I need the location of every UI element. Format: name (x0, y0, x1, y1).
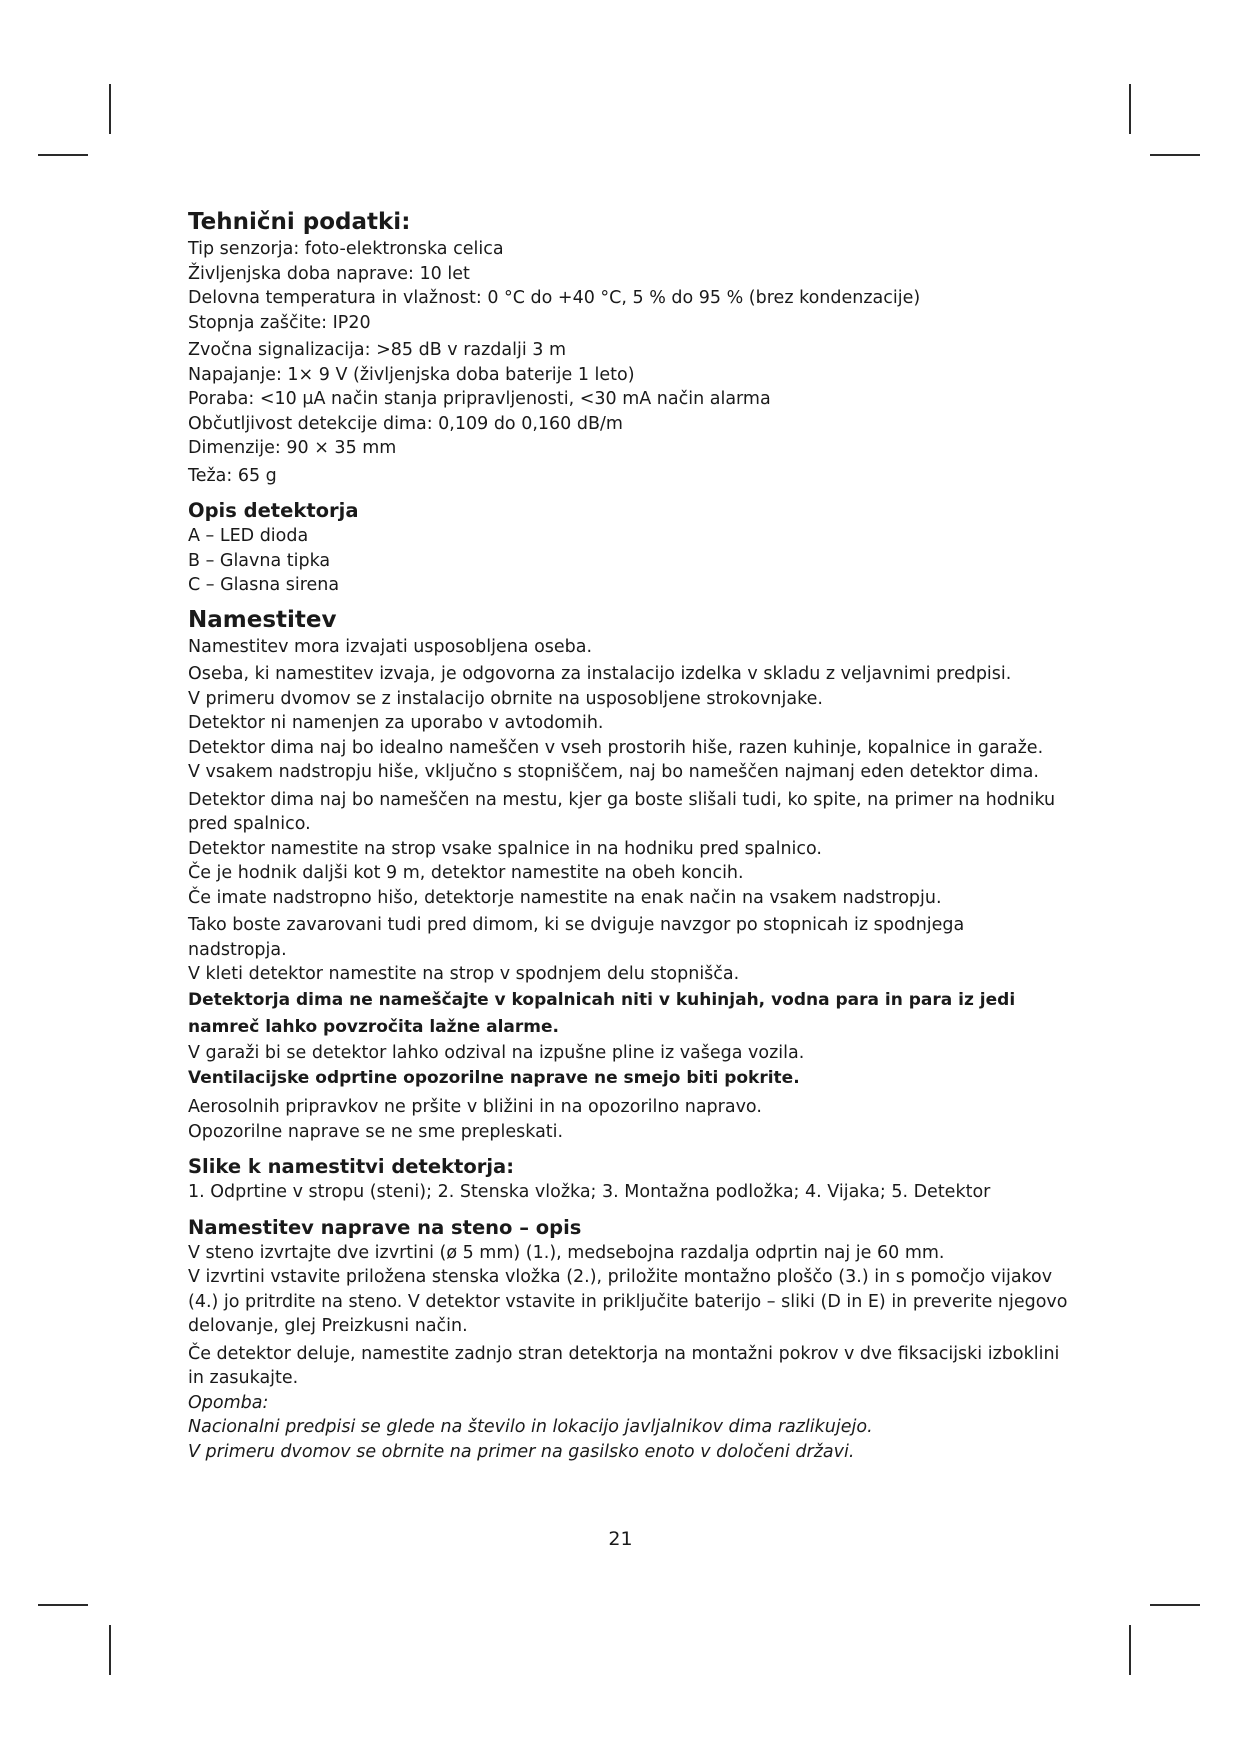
tech-line: Teža: 65 g (188, 465, 277, 486)
installation-line: Detektor dima naj bo idealno nameščen v vseh prostorih hiše, razen kuhinje, kopalnice in garaže. (188, 737, 1044, 758)
pictures-legend: 1. Odprtine v stropu (steni); 2. Stenska vložka; 3. Montažna podložka; 4. Vijaka; 5. Detektor (188, 1182, 991, 1202)
crop-mark-top-left-vertical (109, 84, 111, 134)
wall-installation-heading: Namestitev naprave na steno – opis (188, 1215, 582, 1239)
detector-description-heading: Opis detektorja (188, 499, 359, 522)
installation-pictures-heading: Slike k namestitvi detektorja: (188, 1155, 515, 1178)
installation-line: Opozorilne naprave se ne sme prepleskati. (188, 1121, 564, 1142)
installation-line: Detektor namestite na strop vsake spalnice in na hodniku pred spalnico. (188, 838, 822, 859)
crop-mark-bottom-right-horizontal (1150, 1604, 1200, 1606)
crop-mark-bottom-left-horizontal (38, 1604, 88, 1606)
note-line: Nacionalni predpisi se glede na število in lokacijo javljalnikov dima razlikujejo. (188, 1417, 873, 1437)
tech-line: Stopnja zaščite: IP20 (188, 312, 371, 333)
page-number: 21 (608, 1528, 633, 1550)
installation-warning: Detektorja dima ne nameščajte v kopalnicah niti v kuhinjah, vodna para in para iz jedi namreč lahko povzročita lažne alarme. (188, 989, 1016, 1037)
installation-line: Detektor ni namenjen za uporabo v avtodomih. (188, 713, 604, 733)
technical-data-heading: Tehnični podatki: (188, 209, 411, 235)
wall-line: Če detektor deluje, namestite zadnjo stran detektorja na montažni pokrov v dve fiksacijski izboklini in zasukajte. (188, 1343, 1060, 1388)
tech-line: Zvočna signalizacija: >85 dB v razdalji 3 m (188, 340, 567, 360)
tech-line: Tip senzorja: foto-elektronska celica (188, 239, 504, 259)
description-line: A – LED dioda (188, 526, 309, 546)
description-line: C – Glasna sirena (188, 575, 340, 595)
installation-line: Oseba, ki namestitev izvaja, je odgovorna za instalacijo izdelka v skladu z veljavnimi predpisi. (188, 664, 1012, 684)
installation-line: Aerosolnih pripravkov ne pršite v bližini in na opozorilno napravo. (188, 1097, 762, 1117)
tech-line: Poraba: <10 μA način stanja pripravljenosti, <30 mA način alarma (188, 389, 771, 409)
installation-line: Namestitev mora izvajati usposobljena oseba. (188, 636, 593, 657)
description-line: B – Glavna tipka (188, 550, 331, 571)
crop-mark-top-left-horizontal (38, 154, 88, 156)
wall-line: V izvrtini vstavite priložena stenska vložka (2.), priložite montažno ploščo (3.) in s pomočjo vijakov (4.) jo pritrdite na steno. V detektor vstavite in priključite baterijo – sliki (D in E) in preverite njegovo delovanje, glej Preizkusni način. (188, 1267, 1068, 1336)
installation-line: Tako boste zavarovani tudi pred dimom, ki se dviguje navzgor po stopnicah iz spodnjega nadstropja. (188, 915, 965, 960)
crop-mark-top-right-horizontal (1150, 154, 1200, 156)
crop-mark-bottom-left-vertical (109, 1625, 111, 1675)
wall-line: V steno izvrtajte dve izvrtini (ø 5 mm) (1.), medsebojna razdalja odprtin naj je 60 mm. (188, 1242, 945, 1263)
tech-line: Življenjska doba naprave: 10 let (188, 263, 470, 284)
tech-line: Občutljivost detekcije dima: 0,109 do 0,160 dB/m (188, 413, 623, 434)
installation-line: V primeru dvomov se z instalacijo obrnite na usposobljene strokovnjake. (188, 688, 823, 709)
page-content (188, 207, 1068, 1464)
installation-heading: Namestitev (188, 606, 337, 633)
installation-line: Če imate nadstropno hišo, detektorje namestite na enak način na vsakem nadstropju. (188, 887, 942, 908)
installation-line: V garaži bi se detektor lahko odzival na izpušne pline iz vašega vozila. (188, 1042, 805, 1063)
tech-line: Dimenzije: 90 × 35 mm (188, 438, 397, 458)
ventilation-warning: Ventilacijske odprtine opozorilne naprave ne smejo biti pokrite. (188, 1068, 800, 1088)
crop-mark-bottom-right-vertical (1129, 1625, 1131, 1675)
installation-line: Detektor dima naj bo nameščen na mestu, kjer ga boste slišali tudi, ko spite, na primer na hodniku pred spalnico. (188, 789, 1056, 834)
installation-line: V vsakem nadstropju hiše, vključno s stopniščem, naj bo nameščen najmanj eden detektor dima. (188, 762, 1039, 782)
installation-line: Če je hodnik daljši kot 9 m, detektor namestite na obeh koncih. (188, 863, 744, 883)
tech-line: Napajanje: 1× 9 V (življenjska doba baterije 1 leto) (188, 364, 635, 385)
installation-line: V kleti detektor namestite na strop v spodnjem delu stopnišča. (188, 964, 740, 984)
note-label: Opomba: (188, 1392, 269, 1413)
tech-line: Delovna temperatura in vlažnost: 0 °C do +40 °C, 5 % do 95 % (brez kondenzacije) (188, 288, 921, 308)
note-line: V primeru dvomov se obrnite na primer na gasilsko enoto v določeni državi. (188, 1441, 855, 1462)
crop-mark-top-right-vertical (1129, 84, 1131, 134)
